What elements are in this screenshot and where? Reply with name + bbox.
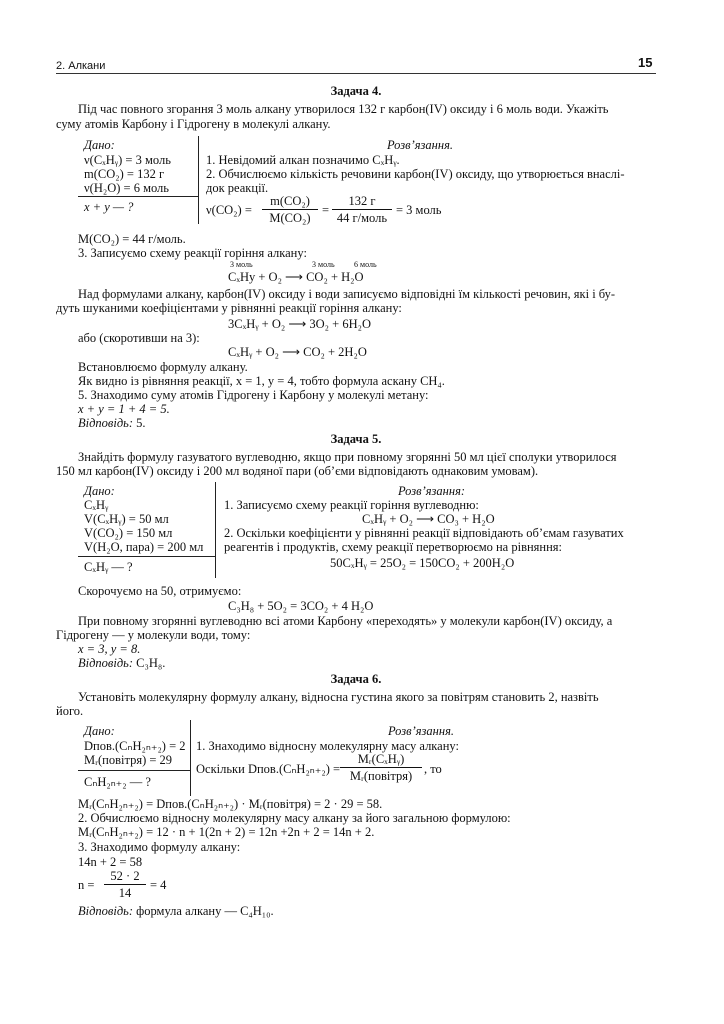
problem-4-condition-cont: суму атомів Карбону і Гідрогену в молекулі алкану. (56, 117, 331, 131)
problem-6-condition: Установіть молекулярну формулу алкану, відносна густина якого за повітрям становить 2, назвіть (78, 690, 599, 704)
formula-lhs: n = (78, 878, 95, 892)
find-item: CₓHᵧ — ? (84, 560, 133, 574)
fraction-denominator: 44 г/моль (336, 211, 388, 225)
fraction-bar (332, 209, 392, 210)
formula-tail: , то (424, 762, 442, 776)
paragraph: Над формулами алкану, карбон(IV) оксиду і води записуємо відповідні їм кількості речовин, які і бу- (78, 287, 616, 301)
problem-5-title: Задача 5. (330, 432, 382, 446)
solution-label: Розв’язання. (388, 724, 455, 738)
given-rule (78, 196, 198, 197)
molar-mass: M(CO₂) = 44 г/моль. (78, 232, 186, 246)
given-item: V(H₂O, пара) = 200 мл (84, 540, 204, 554)
reaction-scheme: CₓHy + O₂ ⟶ CO₂ + H₂O (228, 270, 364, 284)
paragraph: Встановлюємо формулу алкану. (78, 360, 248, 374)
reaction-equation: 3CₓHᵧ + O₂ ⟶ 3O₂ + 6H₂O (228, 317, 372, 331)
paragraph: При повному згорянні вуглеводню всі атоми Карбону «переходять» у молекули карбон(IV) оксиду, а (78, 614, 613, 628)
problem-4-condition: Під час повного згорання 3 моль алкану утворилося 132 г карбон(IV) оксиду і 6 моль води. Укажіть (78, 102, 609, 116)
calc-line: Mᵣ(CₙH₂ₙ₊₂) = 12 · n + 1(2n + 2) = 12n +2n + 2 = 14n + 2. (78, 825, 375, 839)
reaction-equation: 50CₓHᵧ = 25O₂ = 150CO₂ + 200H₂O (330, 556, 515, 570)
solution-label: Розв’язання. (387, 138, 454, 152)
solution-step: реагентів і продуктів, схему реакції перетворюємо на рівняння: (224, 540, 563, 554)
solution-step: 2. Оскільки коефіцієнти у рівнянні реакції відповідають об’ємам газуватих (224, 526, 624, 540)
equals-sign: = (322, 203, 330, 217)
given-label: Дано: (84, 724, 115, 738)
calc-line: 14n + 2 = 58 (78, 855, 143, 869)
answer (78, 656, 165, 670)
find-item: x + y — ? (84, 200, 134, 214)
solution-step: 3. Записуємо схему реакції горіння алкану: (78, 246, 307, 260)
fraction-denominator: Mᵣ(повітря) (349, 769, 413, 783)
answer-label: Відповідь: (78, 904, 134, 918)
paragraph: дуть шуканими коефіцієнтами у рівнянні реакції горіння алкану: (56, 301, 402, 315)
problem-5-condition-cont: 150 мл карбон(IV) оксиду і 200 мл водяної пари (об’єми відповідають однаковим умовам). (56, 464, 539, 478)
solution-step: 2. Обчислюємо кількість речовини карбон(IV) оксиду, що утворюється внаслі- (206, 167, 625, 181)
given-label: Дано: (84, 484, 115, 498)
given-divider (198, 136, 199, 224)
solution-step: 1. Невідомий алкан позначимо CₓHᵧ. (206, 153, 400, 167)
fraction-denominator: 14 (118, 886, 132, 900)
amount-label: 6 моль (354, 260, 377, 269)
given-item: m(CO₂) = 132 г (84, 167, 165, 181)
given-item: V(CₓHᵧ) = 50 мл (84, 512, 169, 526)
answer-value: 5. (133, 416, 146, 430)
given-item: ν(CₓHᵧ) = 3 моль (84, 153, 171, 167)
given-rule (78, 556, 215, 557)
answer (78, 904, 274, 918)
xy-values: x = 3, y = 8. (78, 642, 141, 656)
paragraph: Скорочуємо на 50, отримуємо: (78, 584, 242, 598)
paragraph: Гідрогену — у молекули води, тому: (56, 628, 251, 642)
solution-step: 1. Записуємо схему реакції горіння вуглеводню: (224, 498, 479, 512)
sum-equation: x + y = 1 + 4 = 5. (78, 402, 170, 416)
page-number: 15 (638, 55, 653, 70)
problem-4-title: Задача 4. (330, 84, 382, 98)
paragraph: або (скоротивши на 3): (78, 331, 200, 345)
header-rule (56, 73, 656, 74)
amount-label: 3 моль (230, 260, 253, 269)
solution-label: Розв’язання: (398, 484, 466, 498)
given-divider (215, 482, 216, 578)
fraction-denominator: M(CO₂) (269, 211, 311, 225)
formula-lhs: ν(CO₂) = (206, 203, 252, 217)
given-rule (78, 770, 190, 771)
calc-line: Mᵣ(CₙH₂ₙ₊₂) = Dпов.(CₙH₂ₙ₊₂) · Mᵣ(повітря) = 2 · 29 = 58. (78, 797, 383, 811)
fraction-numerator: m(CO₂) (270, 194, 310, 208)
reaction-equation: CₓHᵧ + O₂ ⟶ CO₂ + 2H₂O (228, 345, 367, 359)
formula-result: = 3 моль (396, 203, 442, 217)
answer-label: Відповідь: (78, 656, 134, 670)
given-item: Mᵣ(повітря) = 29 (84, 753, 173, 767)
solution-step: 3. Знаходимо формулу алкану: (78, 840, 241, 854)
given-item: CₓHᵧ (84, 498, 109, 512)
answer-value: C₃H₈. (133, 656, 166, 670)
solution-step: 2. Обчислюємо відносну молекулярну масу алкану за його загальною формулою: (78, 811, 511, 825)
given-divider (190, 720, 191, 796)
reaction-equation: C₃H₈ + 5O₂ = 3CO₂ + 4 H₂O (228, 599, 374, 613)
fraction-numerator: Mᵣ(CₓHᵧ) (357, 752, 405, 766)
problem-6-condition-cont: його. (56, 704, 84, 718)
amount-label: 3 моль (312, 260, 335, 269)
given-item: Dпов.(CₙH₂ₙ₊₂) = 2 (84, 739, 186, 753)
fraction-numerator: 52 · 2 (110, 869, 140, 883)
solution-step: док реакції. (206, 181, 269, 195)
running-header: 2. Алкани (56, 60, 106, 72)
answer (78, 416, 146, 430)
given-label: Дано: (84, 138, 115, 152)
answer-value: формула алкану — C₄H₁₀. (133, 904, 274, 918)
problem-6-title: Задача 6. (330, 672, 382, 686)
answer-label: Відповідь: (78, 416, 134, 430)
solution-step: 1. Знаходимо відносну молекулярну масу алкану: (196, 739, 459, 753)
given-item: ν(H₂O) = 6 моль (84, 181, 169, 195)
paragraph: Як видно із рівняння реакції, x = 1, y = 4, тобто формула аскану CH₄. (78, 374, 445, 388)
reaction-scheme: CₓHᵧ + O₂ ⟶ CO₃ + H₂O (362, 512, 495, 526)
fraction-bar (340, 767, 422, 768)
problem-5-condition: Знайдіть формулу газуватого вуглеводню, якщо при повному згорянні 50 мл цієї сполуки утворилося (78, 450, 617, 464)
given-item: V(CO₂) = 150 мл (84, 526, 173, 540)
find-item: CₙH₂ₙ₊₂ — ? (84, 775, 151, 789)
fraction-bar (104, 884, 146, 885)
solution-step: 5. Знаходимо суму атомів Гідрогену і Карбону у молекулі метану: (78, 388, 429, 402)
fraction-bar (262, 209, 318, 210)
formula-result: = 4 (150, 878, 167, 892)
formula-lhs: Оскільки Dпов.(CₙH₂ₙ₊₂) = (196, 762, 341, 776)
fraction-numerator: 132 г (348, 194, 376, 208)
